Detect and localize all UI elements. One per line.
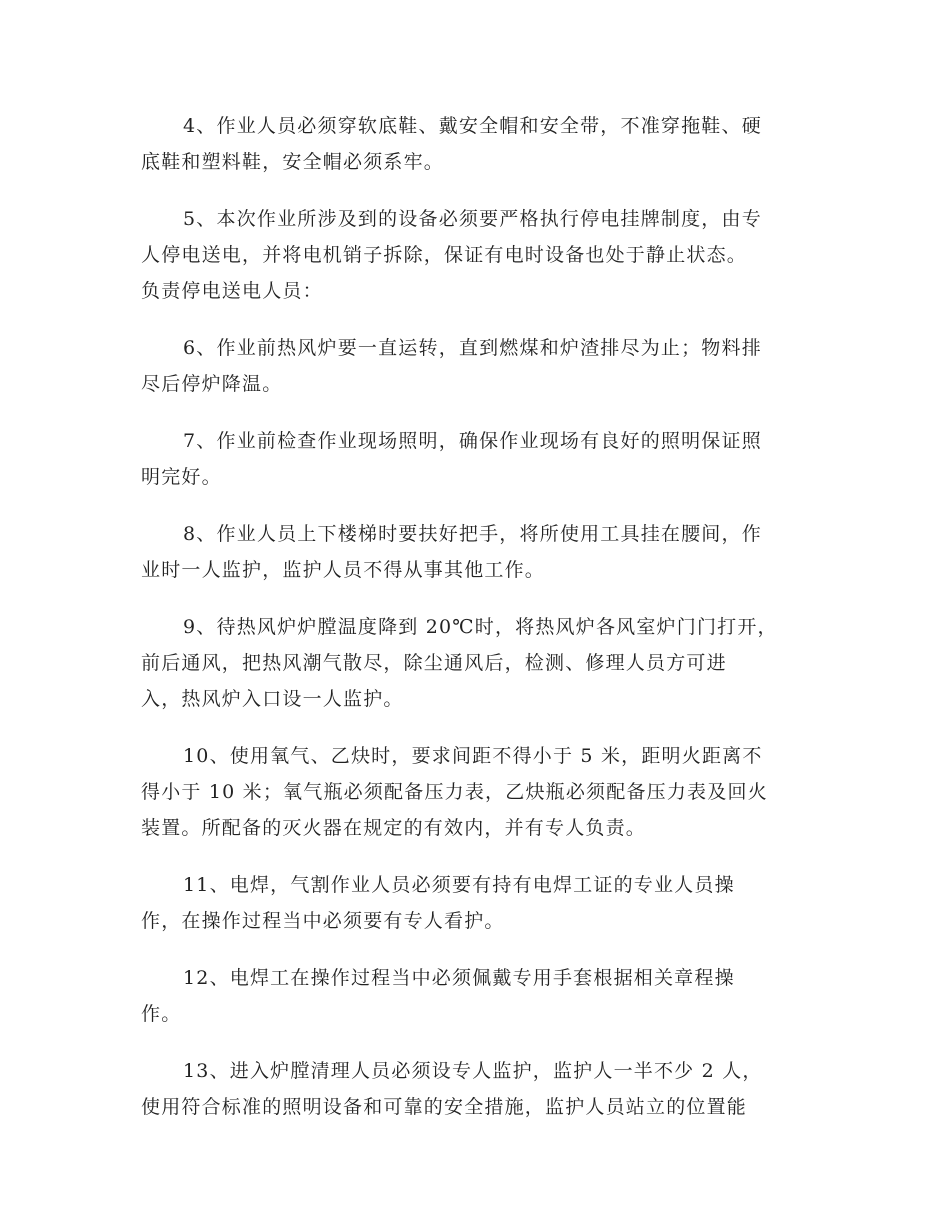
paragraph-line: 使用符合标准的照明设备和可靠的安全措施，监护人员站立的位置能 [141,1096,748,1118]
paragraph-line: 10、使用氧气、乙炔时，要求间距不得小于 5 米，距明火距离不 [183,745,763,767]
paragraph-4 [141,108,806,180]
paragraph-line: 装置。所配备的灭火器在规定的有效内，并有专人负责。 [141,817,647,839]
paragraph-line: 得小于 10 米；氧气瓶必须配备压力表，乙炔瓶必须配备压力表及回火 [141,781,768,803]
paragraph-line: 明完好。 [141,466,222,488]
paragraph-line: 尽后停炉降温。 [141,373,283,395]
paragraph-line: 人停电送电，并将电机销子拆除，保证有电时设备也处于静止状态。 [141,244,748,266]
paragraph-5 [141,201,806,309]
paragraph-line: 9、待热风炉炉膛温度降到 20℃时，将热风炉各风室炉门门打开， [183,616,778,638]
paragraph-line: 作。 [141,1003,182,1025]
paragraph-line: 8、作业人员上下楼梯时要扶好把手，将所使用工具挂在腰间，作 [183,523,762,545]
paragraph-line: 13、进入炉膛清理人员必须设专人监护，监护人一半不少 2 人， [183,1060,763,1082]
paragraph-8 [141,516,806,588]
paragraph-line: 作，在操作过程当中必须要有专人看护。 [141,910,505,932]
document-body [141,108,806,1146]
paragraph-13 [141,1053,806,1125]
paragraph-line: 7、作业前检查作业现场照明，确保作业现场有良好的照明保证照 [183,430,762,452]
paragraph-12 [141,960,806,1032]
paragraph-line: 5、本次作业所涉及到的设备必须要严格执行停电挂牌制度，由专 [183,208,762,230]
paragraph-line: 入，热风炉入口设一人监护。 [141,688,404,710]
paragraph-6 [141,330,806,402]
paragraph-line: 12、电焊工在操作过程当中必须佩戴专用手套根据相关章程操 [183,967,735,989]
paragraph-line: 11、电焊，气割作业人员必须要有持有电焊工证的专业人员操 [183,874,735,896]
paragraph-10 [141,738,806,846]
paragraph-line: 前后通风，把热风潮气散尽，除尘通风后，检测、修理人员方可进 [141,652,727,674]
paragraph-line: 业时一人监护，监护人员不得从事其他工作。 [141,559,546,581]
paragraph-line: 负责停电送电人员： [141,280,323,302]
paragraph-7 [141,423,806,495]
paragraph-9 [141,609,806,717]
paragraph-line: 4、作业人员必须穿软底鞋、戴安全帽和安全带，不准穿拖鞋、硬 [183,115,762,137]
paragraph-11 [141,867,806,939]
paragraph-line: 底鞋和塑料鞋，安全帽必须系牢。 [141,151,445,173]
paragraph-line: 6、作业前热风炉要一直运转，直到燃煤和炉渣排尽为止；物料排 [183,337,762,359]
